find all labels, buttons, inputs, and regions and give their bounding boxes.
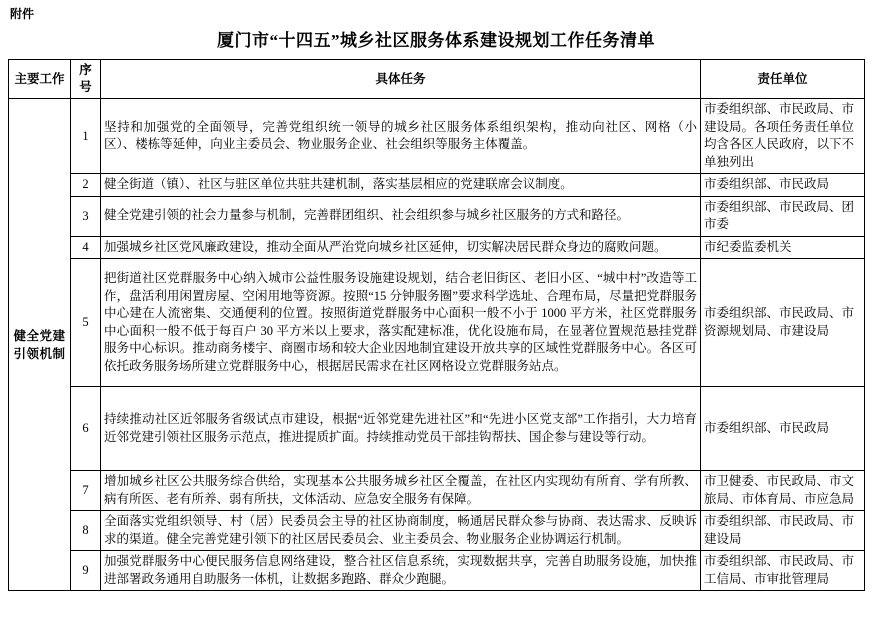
row-owner: 市委组织部、市民政局、市建设局。各项任务责任单位均含各区人民政府，以下不单独列出 [701,99,865,174]
page-title: 厦门市“十四五”城乡社区服务体系建设规划工作任务清单 [217,31,655,50]
row-task: 加强城乡社区党风廉政建设，推动全面从严治党向城乡社区延伸，切实解决居民群众身边的腐败问题。 [101,236,701,259]
row-number: 9 [71,551,101,591]
row-owner: 市委组织部、市民政局、市建设局 [701,511,865,551]
group-label-cell: 健全党建引领机制 [9,99,71,591]
table-row [9,511,865,551]
row-task: 坚持和加强党的全面领导，完善党组织统一领导的城乡社区服务体系组织架构，推动向社区、网格（小区）、楼栋等延伸，向业主委员会、物业服务企业、社会组织等服务主体覆盖。 [101,99,701,174]
table-header [9,60,865,99]
row-owner: 市委组织部、市民政局 [701,174,865,197]
table-row [9,471,865,511]
task-list-table [8,59,865,591]
row-task: 全面落实党组织领导、村（居）民委员会主导的社区协商制度，畅通居民群众参与协商、表达需求、反映诉求的渠道。健全完善党建引领下的社区居民委员会、业主委员会、物业服务企业协调运行机制。 [101,511,701,551]
row-number: 8 [71,511,101,551]
row-number: 4 [71,236,101,259]
column-header-number: 序号 [71,60,101,99]
row-owner: 市委组织部、市民政局、市工信局、市审批管理局 [701,551,865,591]
column-header-owner: 责任单位 [701,60,865,99]
table-row [9,387,865,471]
row-task: 把街道社区党群服务中心纳入城市公益性服务设施建设规划，结合老旧街区、老旧小区、“城中村”改造等工作，盘活利用闲置房屋、空闲用地等资源。按照“15 分钟服务圈”要求科学选址、合理布局，尽量把党群服务中心建在人流密集、交通便利的位置。按照街道党群服务中心面积一般不小于 1000 平方米，社区党群服务中心面积一般不低于每百户 30 平方米以上要求，落实配建标准，优化设施布局，在显著位置规范悬挂党群服务中心标识。推动商务楼宇、商圈市场和较大企业因地制宜建设开放共享的区域性党群服务中心。各区可依托政务服务场所建立党群服务中心，根据居民需求在社区网格设立党群服务站点。 [101,259,701,387]
row-number: 7 [71,471,101,511]
row-owner: 市委组织部、市民政局 [701,387,865,471]
row-owner: 市委组织部、市民政局、团市委 [701,196,865,236]
row-number: 3 [71,196,101,236]
table-row [9,99,865,174]
table-header-row [9,60,865,99]
table-row [9,196,865,236]
row-number: 1 [71,99,101,174]
row-number: 2 [71,174,101,197]
row-task: 健全党建引领的社会力量参与机制，完善群团组织、社会组织参与城乡社区服务的方式和路径。 [101,196,701,236]
row-number: 6 [71,387,101,471]
row-task: 健全街道（镇）、社区与驻区单位共驻共建机制，落实基层相应的党建联席会议制度。 [101,174,701,197]
row-task: 持续推动社区近邻服务省级试点市建设，根据“近邻党建先进社区”和“先进小区党支部”工作指引，大力培育近邻党建引领社区服务示范点，推进提质扩面。持续推动党员干部挂钩帮扶、国企参与建设等行动。 [101,387,701,471]
row-task: 增加城乡社区公共服务综合供给，实现基本公共服务城乡社区全覆盖，在社区内实现幼有所育、学有所教、病有所医、老有所养、弱有所扶，文体活动、应急安全服务有保障。 [101,471,701,511]
row-task: 加强党群服务中心便民服务信息网络建设，整合社区信息系统，实现数据共享，完善自助服务设施，加快推进部署政务通用自助服务一体机，让数据多跑路、群众少跑腿。 [101,551,701,591]
column-header-task: 具体任务 [101,60,701,99]
table-body [9,99,865,591]
table-row [9,259,865,387]
row-owner: 市纪委监委机关 [701,236,865,259]
table-row [9,236,865,259]
row-number: 5 [71,259,101,387]
table-row [9,174,865,197]
row-owner: 市委组织部、市民政局、市资源规划局、市建设局 [701,259,865,387]
attachment-label: 附件 [10,7,35,21]
row-owner: 市卫健委、市民政局、市文旅局、市体育局、市应急局 [701,471,865,511]
column-header-main-work: 主要工作 [9,60,71,99]
table-row [9,551,865,591]
